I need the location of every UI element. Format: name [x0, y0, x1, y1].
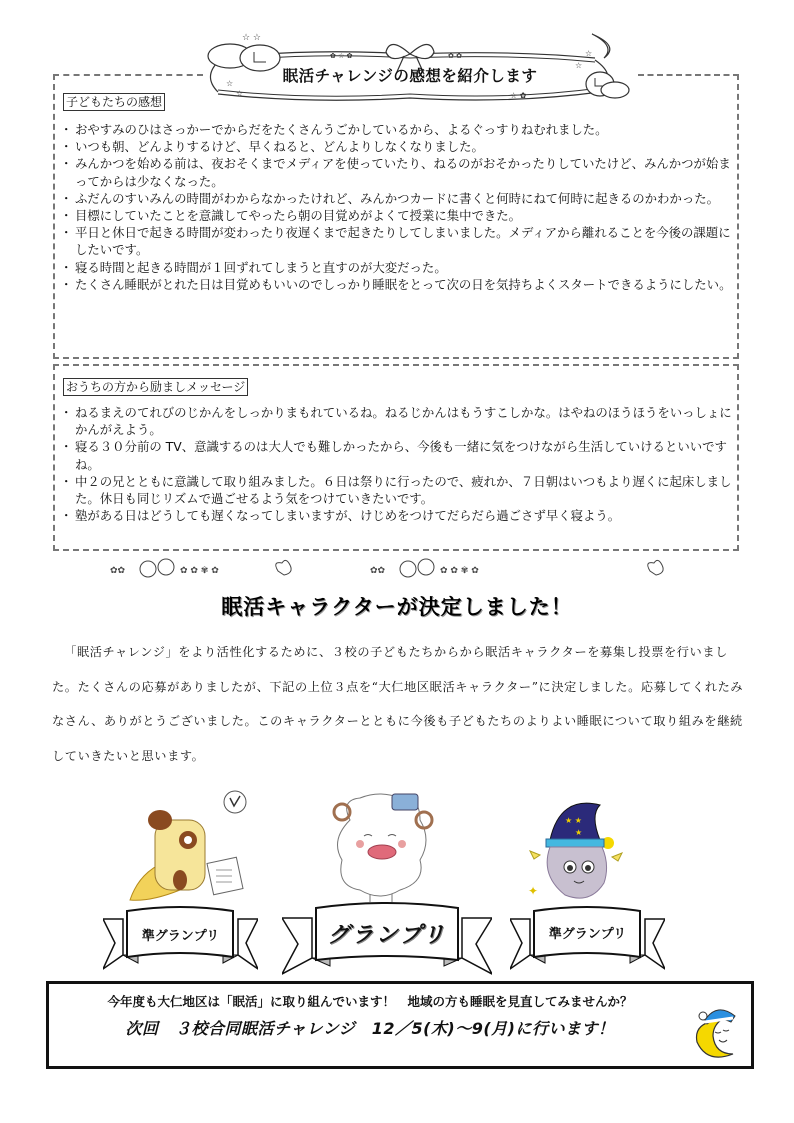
list-item: ・ ねるまえのてれびのじかんをしっかりまもれているね。ねるじかんはもうすこしかな。はやねのほうほうをいっしょにかんがえよう。 — [63, 404, 733, 438]
svg-text:✿ ✿ ✾ ✿: ✿ ✿ ✾ ✿ — [440, 566, 479, 576]
svg-text:☆ ✿: ☆ ✿ — [510, 91, 527, 100]
characters-description: 「眠活チャレンジ」をより活性化するために、３校の子どもたちからから眠活キャラクターを募集し投票を行いました。たくさんの応募がありましたが、下記の上位３点を“大仁地区眠活キャラクター”に決定しました。応募してくれたみなさん、ありがとうございました。このキャラクターとともに今後も子どもたちのよりよい睡眠について取り組みを継続していきたいと思います。 — [52, 645, 744, 763]
svg-text:✿ ✿ ✾ ✿: ✿ ✿ ✾ ✿ — [180, 566, 219, 576]
svg-text:☆: ☆ — [236, 89, 244, 98]
award-label: 準グランプリ — [548, 927, 627, 942]
family-messages-label: おうちの方から励ましメッセージ — [63, 378, 248, 396]
family-messages-list — [63, 404, 733, 524]
list-item: ・ ふだんのすいみんの時間がわからなかったけれど、みんかつカードに書くと何時にねて何時に起きるのかわかった。 — [63, 190, 733, 207]
moon-wizard-character-image — [520, 795, 630, 910]
svg-text:✿ ☆ ✿: ✿ ☆ ✿ — [330, 52, 353, 60]
list-item: ・ たくさん睡眠がとれた日は目覚めもいいのでしっかり睡眠をとって次の日を気持ちよくスタートできるようにしたい。 — [63, 276, 733, 293]
sheep-character-image — [320, 790, 450, 910]
announcement-line-2: 次回 ３校合同眠活チャレンジ 12／5(木)～9(月)に行います！ — [125, 1019, 615, 1038]
svg-text:★: ★ — [575, 828, 583, 837]
svg-text:✿✿: ✿✿ — [110, 566, 126, 576]
award-ribbon-right — [510, 905, 665, 970]
dog-character-image — [100, 790, 275, 910]
list-item: ・ おやすみのひはさっかーでからだをたくさんうごかしているから、よるぐっすりねむれました。 — [63, 121, 733, 138]
children-feedback-list — [63, 121, 733, 293]
svg-text:☆ ☆: ☆ ☆ — [242, 33, 261, 43]
sleeping-moon-icon — [687, 1002, 743, 1064]
section-title-characters: 眠活キャラクターが決定しました！ — [221, 595, 573, 619]
svg-text:☆: ☆ — [575, 61, 583, 70]
announcement-line-1: 今年度も大仁地区は「眠活」に取り組んでいます！ 地域の方も睡眠を見直してみませんか？ — [107, 994, 633, 1009]
award-label: 準グランプリ — [141, 929, 220, 944]
svg-text:☆: ☆ — [226, 79, 234, 88]
award-ribbon-center — [282, 900, 492, 975]
list-item: ・ いつも朝、どんよりするけど、早くねると、どんよりしなくなりました。 — [63, 138, 733, 155]
list-item: ・ 寝る時間と起きる時間が１回ずれてしまうと直すのが大変だった。 — [63, 259, 733, 276]
svg-text:★ ★: ★ ★ — [565, 816, 582, 825]
list-item: ・ 平日と休日で起きる時間が変わったり夜遅くまで起きたりしてしまいました。メディアから離れることを今後の課題にしたいです。 — [63, 224, 733, 258]
page-title: 眠活チャレンジの感想を紹介します — [282, 67, 538, 85]
list-item: ・ 塾がある日はどうしても遅くなってしまいますが、けじめをつけてだらだら過ごさず早く寝よう。 — [63, 507, 733, 524]
svg-text:✦: ✦ — [528, 884, 539, 898]
award-label: グランプリ — [327, 923, 447, 948]
list-item: ・ 目標にしていたことを意識してやったら朝の目覚めがよくて授業に集中できた。 — [63, 207, 733, 224]
svg-text:☆: ☆ — [585, 49, 593, 58]
announcement-box — [46, 981, 754, 1069]
svg-text:✿✿: ✿✿ — [370, 566, 386, 576]
list-item: ・ みんかつを始める前は、夜おそくまでメディアを使っていたり、ねるのがおそかったりしていたけど、みんかつが始まってからは少なくなった。 — [63, 155, 733, 189]
decorative-divider — [100, 557, 700, 581]
award-ribbon-left — [103, 905, 258, 970]
children-feedback-label: 子どもたちの感想 — [63, 93, 165, 111]
list-item: ・ 中２の兄とともに意識して取り組みました。６日は祭りに行ったので、疲れか、７日朝はいつもより遅くに起床しました。休日も同じリズムで過ごせるよう気をつけていきたいです。 — [63, 473, 733, 507]
svg-text:✿ ✿: ✿ ✿ — [448, 52, 462, 60]
list-item: ・ 寝る３０分前の TV、意識するのは大人でも難しかったから、今後も一緒に気をつけながら生活していけるといいですね。 — [63, 438, 733, 472]
